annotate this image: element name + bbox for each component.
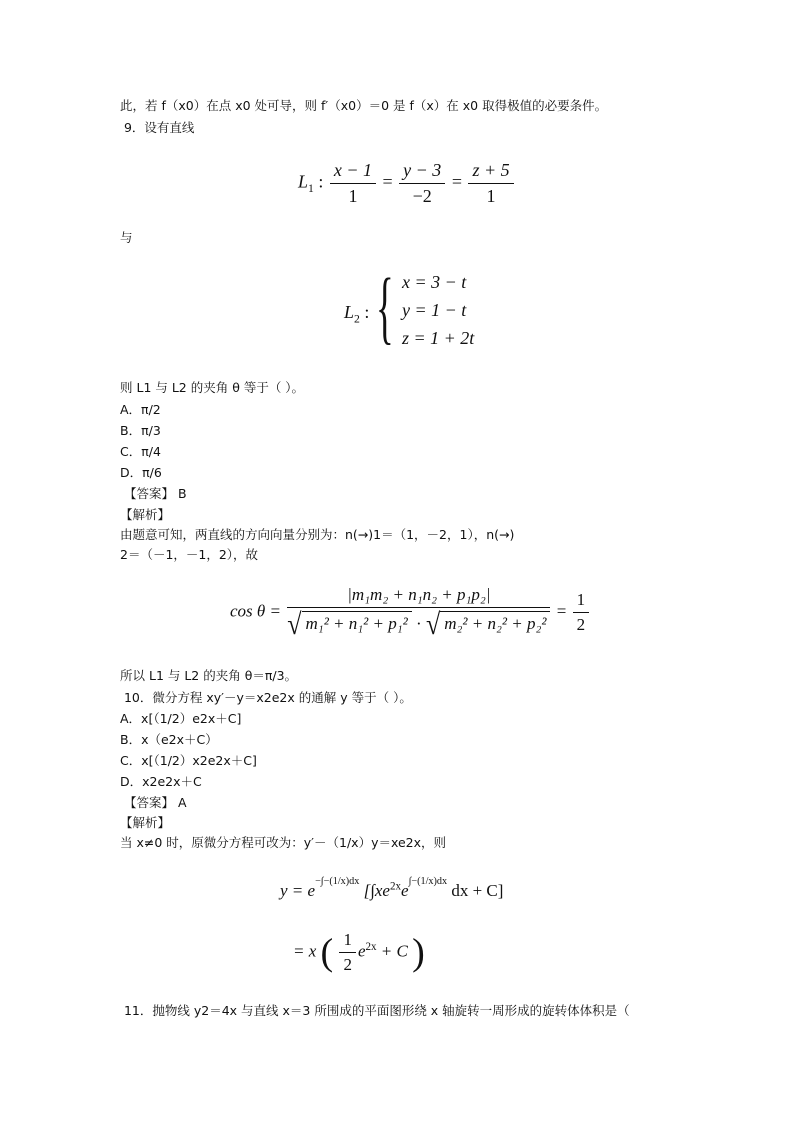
q9-conclusion: 所以 L1 与 L2 的夹角 θ＝π/3。	[120, 668, 298, 683]
cos-dot: ·	[416, 614, 422, 633]
q9-analysis-heading: 【解析】	[120, 507, 171, 522]
sol-e2x: 2x	[389, 880, 402, 893]
question-10-title: 10．微分方程 xy′－y＝x2e2x 的通解 y 等于（ ）。	[120, 690, 412, 705]
l2-sub: 2	[354, 312, 360, 326]
sol-e: e	[401, 881, 409, 900]
l1-sub: 1	[308, 182, 314, 196]
sol-exp-2: ∫−(1/x)dx	[408, 876, 448, 887]
q9-explanation-1: 由题意可知，两直线的方向向量分别为：n(→)1＝（1，－2，1），n(→)	[120, 527, 515, 542]
q9-option-c: C．π/4	[120, 444, 161, 459]
sol-half-num: 1	[339, 930, 356, 953]
sol-y: y = e	[280, 881, 316, 900]
sol-paren-close: )	[412, 931, 425, 974]
l1-frac-y	[399, 160, 445, 207]
cos-den-2: m₂² + n₂² + p₂²	[444, 614, 547, 633]
l1-den-x: 1	[348, 186, 358, 206]
formula-solution-line-2	[293, 930, 425, 975]
q9-explanation-2: 2＝（－1，－1，2），故	[120, 547, 259, 562]
q10-answer: 【答案】 A	[120, 795, 187, 810]
sol-bracket: [∫xe	[363, 881, 390, 900]
q10-option-d: D．x2e2x＋C	[120, 774, 202, 789]
l2-row-1: x = 3 − t	[402, 272, 467, 292]
cos-result	[573, 590, 590, 635]
formula-line-l1: $L_1$ : $\frac{x - 1}{1}$ = $\frac{y - 3}{-2}$ = $\frac{z + 5}{1}$	[298, 160, 516, 207]
l1-frac-z	[468, 160, 513, 207]
l1-num-x: x − 1	[333, 160, 373, 180]
l1-frac-x	[330, 160, 376, 207]
text-line-continuation: 此，若 f（x0）在点 x0 处可导，则 f′（x0）＝0 是 f（x）在 x0 取得极值的必要条件。	[120, 98, 608, 113]
l1-name: L	[298, 171, 309, 192]
cos-den-1: m₁² + n₁² + p₁²	[305, 614, 408, 633]
cos-result-den: 2	[576, 615, 586, 634]
q10-option-a: A．x[（1/2）e2x＋C]	[120, 711, 242, 726]
cos-fraction	[287, 585, 550, 640]
text-and: 与	[120, 230, 133, 245]
q9-answer: 【答案】 B	[120, 486, 187, 501]
cos-lhs: cos θ =	[230, 601, 281, 621]
sol-e2x-2: 2x	[365, 940, 377, 953]
q10-option-b: B．x（e2x＋C）	[120, 732, 218, 747]
sol-tail: dx + C]	[451, 881, 504, 900]
l2-row-3: z = 1 + 2t	[402, 328, 475, 348]
sol-exp-1: −∫−(1/x)dx	[315, 876, 360, 887]
q9-option-d: D．π/6	[120, 465, 162, 480]
sol-plus-c: + C	[380, 941, 408, 961]
sqrt-sign-2: √	[425, 607, 441, 642]
l2-brace: {	[376, 261, 394, 352]
question-11-title: 11．抛物线 y2＝4x 与直线 x＝3 所围成的平面图形绕 x 轴旋转一周形成的旋转体体积是（	[120, 1003, 630, 1018]
cos-numerator: |m₁m₂ + n₁n₂ + p₁p₂|	[347, 585, 491, 604]
sol-half-den: 2	[343, 955, 352, 974]
l1-den-z: 1	[486, 186, 496, 206]
l1-den-y: −2	[412, 186, 432, 206]
q10-analysis-heading: 【解析】	[120, 815, 171, 830]
formula-solution-line-1	[280, 876, 503, 901]
sol-paren-open: (	[320, 931, 334, 974]
q9-option-a: A．π/2	[120, 402, 161, 417]
q10-explanation: 当 x≠0 时，原微分方程可改为：y′－（1/x）y＝xe2x，则	[120, 835, 447, 850]
q9-option-b: B．π/3	[120, 423, 161, 438]
sol-line2-x: = x	[293, 941, 317, 961]
q10-option-c: C．x[（1/2）x2e2x＋C]	[120, 753, 257, 768]
l2-name: L	[344, 302, 355, 322]
formula-cos-theta	[230, 585, 591, 640]
question-9-title: 9．设有直线	[120, 120, 195, 135]
l2-row-2: y = 1 − t	[402, 300, 467, 320]
sol-e-2: e	[357, 941, 366, 961]
cos-eq: =	[556, 601, 567, 621]
l1-num-y: y − 3	[403, 160, 442, 180]
sol-half	[339, 930, 356, 975]
l1-num-z: z + 5	[472, 160, 510, 180]
sqrt-sign-1: √	[287, 607, 302, 642]
question-9-stem: 则 L1 与 L2 的夹角 θ 等于（ ）。	[120, 380, 305, 395]
cos-result-num: 1	[573, 590, 590, 613]
